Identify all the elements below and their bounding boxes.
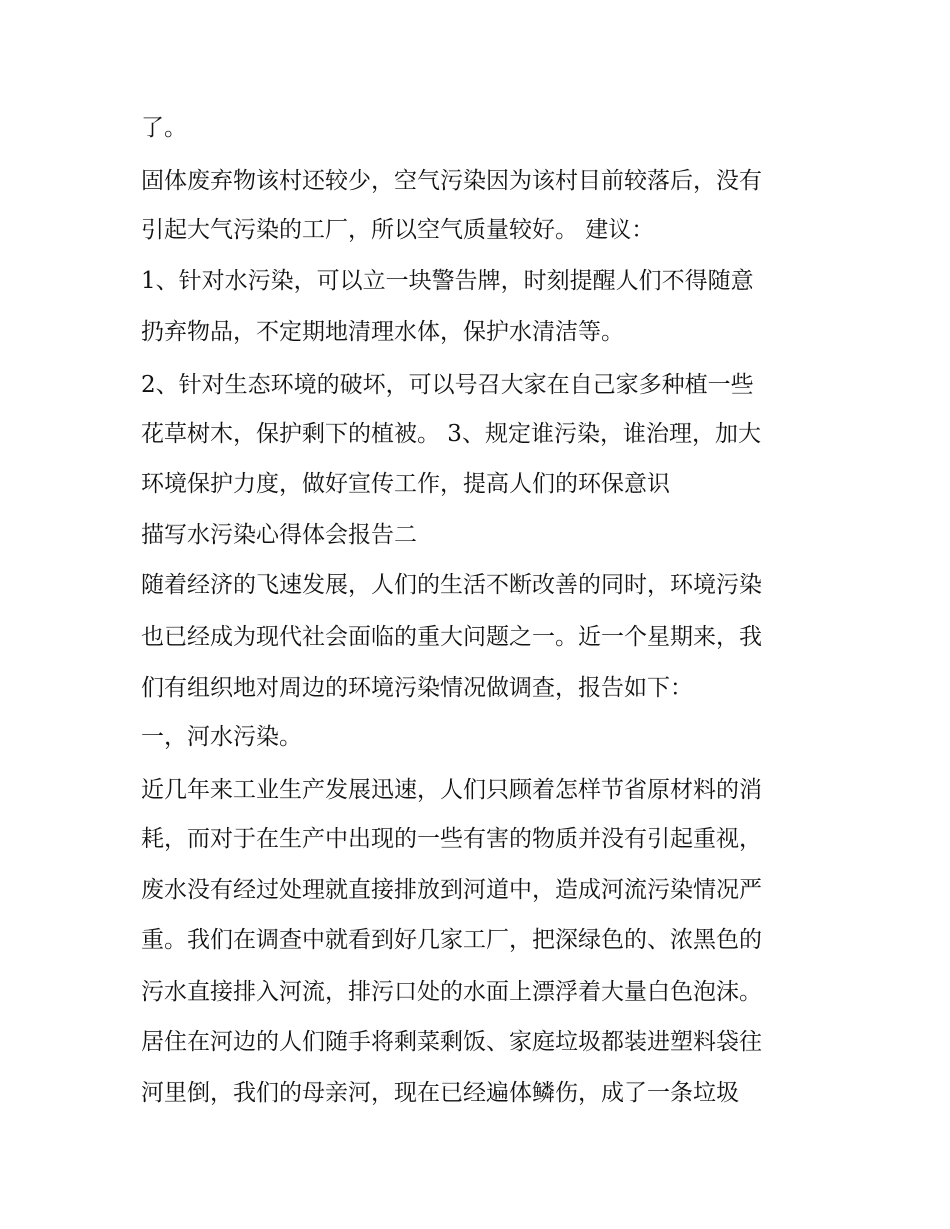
text-line: 扔弃物品，不定期地清理水体，保护水清洁等。 [141,319,624,345]
text-line: 居住在河边的人们随手将剩菜剩饭、家庭垃圾都装进塑料袋往 [141,1029,762,1055]
text-line: 随着经济的飞速发展，人们的生活不断改善的同时，环境污染 [141,572,762,598]
text-line: 花草树木，保护剩下的植被。 3、规定谁污染，谁治理，加大 [141,421,761,447]
text-line: 了。 [141,115,187,141]
section-heading: 描写水污染心得体会报告二 [141,522,417,548]
text-line: 近几年来工业生产发展迅速，人们只顾着怎样节省原材料的消 [141,777,762,803]
text-line: 也已经成为现代社会面临的重大问题之一。近一个星期来，我 [141,624,762,650]
text-line: 河里倒，我们的母亲河，现在已经遍体鳞伤，成了一条垃圾 [141,1080,739,1106]
subsection-heading: 一，河水污染。 [141,724,302,750]
text-line: 固体废弃物该村还较少，空气污染因为该村目前较落后，没有 [141,168,762,194]
text-line: 1、针对水污染，可以立一块警告牌，时刻提醒人们不得随意 [141,268,754,294]
text-line: 们有组织地对周边的环境污染情况做调查，报告如下： [141,675,693,701]
text-line: 环境保护力度，做好宣传工作，提高人们的环保意识 [141,471,670,497]
text-line: 2、针对生态环境的破坏，可以号召大家在自己家多种植一些 [141,372,754,398]
text-line: 污水直接排入河流，排污口处的水面上漂浮着大量白色泡沫。 [141,979,762,1005]
text-line: 废水没有经过处理就直接排放到河道中，造成河流污染情况严 [141,877,762,903]
text-line: 重。我们在调查中就看到好几家工厂，把深绿色的、浓黑色的 [141,927,762,953]
text-line: 耗，而对于在生产中出现的一些有害的物质并没有引起重视， [141,826,762,852]
text-line: 引起大气污染的工厂，所以空气质量较好。 建议： [141,217,655,243]
